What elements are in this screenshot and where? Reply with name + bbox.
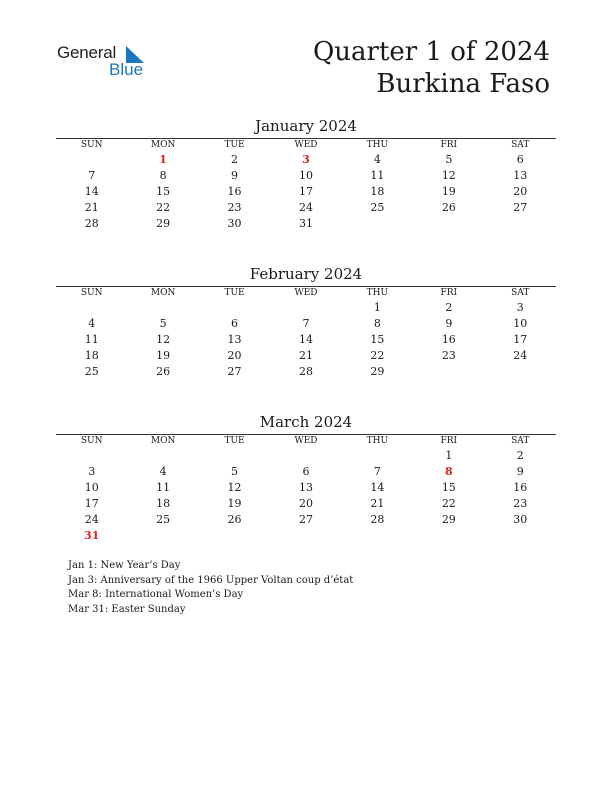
day-cell: 19 xyxy=(227,497,242,510)
weekday-header: FRI xyxy=(440,436,458,446)
day-cell: 7 xyxy=(373,465,381,478)
day-cell: 10 xyxy=(298,169,313,182)
day-cell: 11 xyxy=(370,169,385,182)
day-cell: 10 xyxy=(513,317,528,330)
weekday-header: FRI xyxy=(440,288,458,298)
day-cell: 28 xyxy=(298,365,313,378)
day-cell: 13 xyxy=(227,333,242,346)
day-cell: 30 xyxy=(227,217,242,230)
month-january xyxy=(56,117,556,232)
day-cell: 12 xyxy=(156,333,171,346)
day-cell: 16 xyxy=(513,481,528,494)
calendar-grid xyxy=(56,435,556,544)
weekday-header: MON xyxy=(150,436,176,446)
day-cell: 12 xyxy=(441,169,456,182)
empty-day-cell xyxy=(485,364,556,380)
day-cell: 27 xyxy=(513,201,528,214)
day-cell: 23 xyxy=(513,497,528,510)
day-cell: 10 xyxy=(84,481,99,494)
day-cell: 9 xyxy=(516,465,524,478)
day-cell: 13 xyxy=(513,169,528,182)
weekday-header: THU xyxy=(366,436,389,446)
day-cell: 22 xyxy=(156,201,171,214)
day-cell: 30 xyxy=(513,513,528,526)
day-cell: 7 xyxy=(88,169,96,182)
empty-day-cell xyxy=(199,448,270,464)
day-cell: 15 xyxy=(441,481,456,494)
day-cell: 1 xyxy=(373,301,381,314)
day-cell: 3 xyxy=(516,301,524,314)
day-cell: 17 xyxy=(84,497,99,510)
day-cell: 5 xyxy=(159,317,167,330)
day-cell: 11 xyxy=(156,481,171,494)
calendar-grid xyxy=(56,139,556,232)
day-cell: 26 xyxy=(156,365,171,378)
day-cell: 22 xyxy=(441,497,456,510)
day-cell: 6 xyxy=(516,153,524,166)
day-cell: 7 xyxy=(302,317,310,330)
day-cell: 2 xyxy=(445,301,453,314)
day-cell: 25 xyxy=(84,365,99,378)
empty-day-cell xyxy=(270,448,341,464)
month-title: February 2024 xyxy=(249,265,363,283)
weekday-header: SUN xyxy=(80,288,103,298)
day-cell: 16 xyxy=(441,333,456,346)
calendar-grid xyxy=(56,287,556,380)
day-cell: 24 xyxy=(513,349,528,362)
weekday-header: SAT xyxy=(511,288,530,298)
day-cell: 6 xyxy=(302,465,310,478)
empty-day-cell xyxy=(127,528,198,544)
day-cell: 18 xyxy=(370,185,385,198)
day-cell: 2 xyxy=(231,153,239,166)
weekday-header: SAT xyxy=(511,140,530,150)
day-cell: 8 xyxy=(373,317,381,330)
day-cell: 19 xyxy=(441,185,456,198)
generalblue-logo xyxy=(57,43,157,83)
day-cell: 24 xyxy=(298,201,313,214)
empty-day-cell xyxy=(270,300,341,316)
day-cell: 31 xyxy=(84,529,100,542)
empty-day-cell xyxy=(270,528,341,544)
empty-day-cell xyxy=(342,448,413,464)
holiday-notes xyxy=(68,559,353,617)
day-cell: 21 xyxy=(84,201,99,214)
empty-day-cell xyxy=(413,528,484,544)
day-cell: 25 xyxy=(370,201,385,214)
day-cell: 21 xyxy=(370,497,385,510)
weekday-header: FRI xyxy=(440,140,458,150)
logo-text-blue: Blue xyxy=(109,60,144,79)
holiday-note: Mar 8: International Women’s Day xyxy=(68,589,244,600)
day-cell: 14 xyxy=(298,333,313,346)
day-cell: 28 xyxy=(84,217,99,230)
weekday-header: WED xyxy=(294,140,318,150)
empty-day-cell xyxy=(199,300,270,316)
day-cell: 17 xyxy=(513,333,528,346)
month-title: January 2024 xyxy=(255,117,357,135)
month-march xyxy=(56,413,556,544)
day-cell: 29 xyxy=(370,365,385,378)
day-cell: 20 xyxy=(513,185,528,198)
day-cell: 23 xyxy=(441,349,456,362)
holiday-note: Jan 3: Anniversary of the 1966 Upper Voltan coup d’état xyxy=(68,574,354,586)
day-cell: 17 xyxy=(298,185,313,198)
weekday-header: WED xyxy=(294,436,318,446)
month-title: March 2024 xyxy=(259,413,353,431)
weekday-header: TUE xyxy=(224,436,245,446)
day-cell: 4 xyxy=(159,465,167,478)
weekday-header: WED xyxy=(294,288,318,298)
empty-day-cell xyxy=(413,364,484,380)
page-title: Quarter 1 of 2024 xyxy=(312,37,550,67)
month-february xyxy=(56,265,556,380)
day-cell: 20 xyxy=(227,349,242,362)
weekday-header: MON xyxy=(150,140,176,150)
day-cell: 8 xyxy=(444,465,453,478)
day-cell: 18 xyxy=(156,497,171,510)
day-cell: 23 xyxy=(227,201,242,214)
empty-day-cell xyxy=(127,300,198,316)
day-cell: 26 xyxy=(227,513,242,526)
page-header xyxy=(313,36,550,100)
day-cell: 20 xyxy=(298,497,313,510)
weekday-header: TUE xyxy=(224,288,245,298)
day-cell: 25 xyxy=(156,513,171,526)
day-cell: 21 xyxy=(298,349,313,362)
empty-day-cell xyxy=(56,300,127,316)
weekday-header: THU xyxy=(366,140,389,150)
empty-day-cell xyxy=(56,448,127,464)
day-cell: 15 xyxy=(370,333,385,346)
day-cell: 3 xyxy=(302,153,310,166)
day-cell: 27 xyxy=(298,513,313,526)
empty-day-cell xyxy=(485,528,556,544)
day-cell: 1 xyxy=(445,449,453,462)
day-cell: 22 xyxy=(370,349,385,362)
day-cell: 9 xyxy=(445,317,453,330)
empty-day-cell xyxy=(413,216,484,232)
weekday-header: SUN xyxy=(80,140,103,150)
holiday-note: Mar 31: Easter Sunday xyxy=(68,603,186,615)
day-cell: 5 xyxy=(445,153,453,166)
day-cell: 18 xyxy=(84,349,99,362)
empty-day-cell xyxy=(199,528,270,544)
weekday-header: MON xyxy=(150,288,176,298)
holiday-note: Jan 1: New Year’s Day xyxy=(68,560,181,571)
empty-day-cell xyxy=(342,216,413,232)
day-cell: 3 xyxy=(88,465,96,478)
day-cell: 4 xyxy=(88,317,96,330)
day-cell: 1 xyxy=(159,153,167,166)
day-cell: 28 xyxy=(370,513,385,526)
country-name: Burkina Faso xyxy=(376,69,550,99)
empty-day-cell xyxy=(127,448,198,464)
weekday-header: THU xyxy=(366,288,389,298)
weekday-header: SUN xyxy=(80,436,103,446)
weekday-header: SAT xyxy=(511,436,530,446)
day-cell: 31 xyxy=(298,217,313,230)
day-cell: 11 xyxy=(84,333,99,346)
day-cell: 29 xyxy=(156,217,171,230)
day-cell: 27 xyxy=(227,365,242,378)
weekday-header: TUE xyxy=(224,140,245,150)
day-cell: 16 xyxy=(227,185,242,198)
day-cell: 19 xyxy=(156,349,171,362)
empty-day-cell xyxy=(342,528,413,544)
empty-day-cell xyxy=(56,152,127,168)
day-cell: 26 xyxy=(441,201,456,214)
day-cell: 24 xyxy=(84,513,99,526)
day-cell: 14 xyxy=(370,481,385,494)
day-cell: 9 xyxy=(231,169,239,182)
day-cell: 2 xyxy=(516,449,524,462)
day-cell: 29 xyxy=(441,513,456,526)
day-cell: 12 xyxy=(227,481,242,494)
day-cell: 13 xyxy=(298,481,313,494)
day-cell: 15 xyxy=(156,185,171,198)
day-cell: 6 xyxy=(231,317,239,330)
logo-text-general: General xyxy=(57,43,117,62)
day-cell: 5 xyxy=(231,465,239,478)
empty-day-cell xyxy=(485,216,556,232)
day-cell: 14 xyxy=(84,185,99,198)
day-cell: 8 xyxy=(159,169,167,182)
day-cell: 4 xyxy=(373,153,381,166)
